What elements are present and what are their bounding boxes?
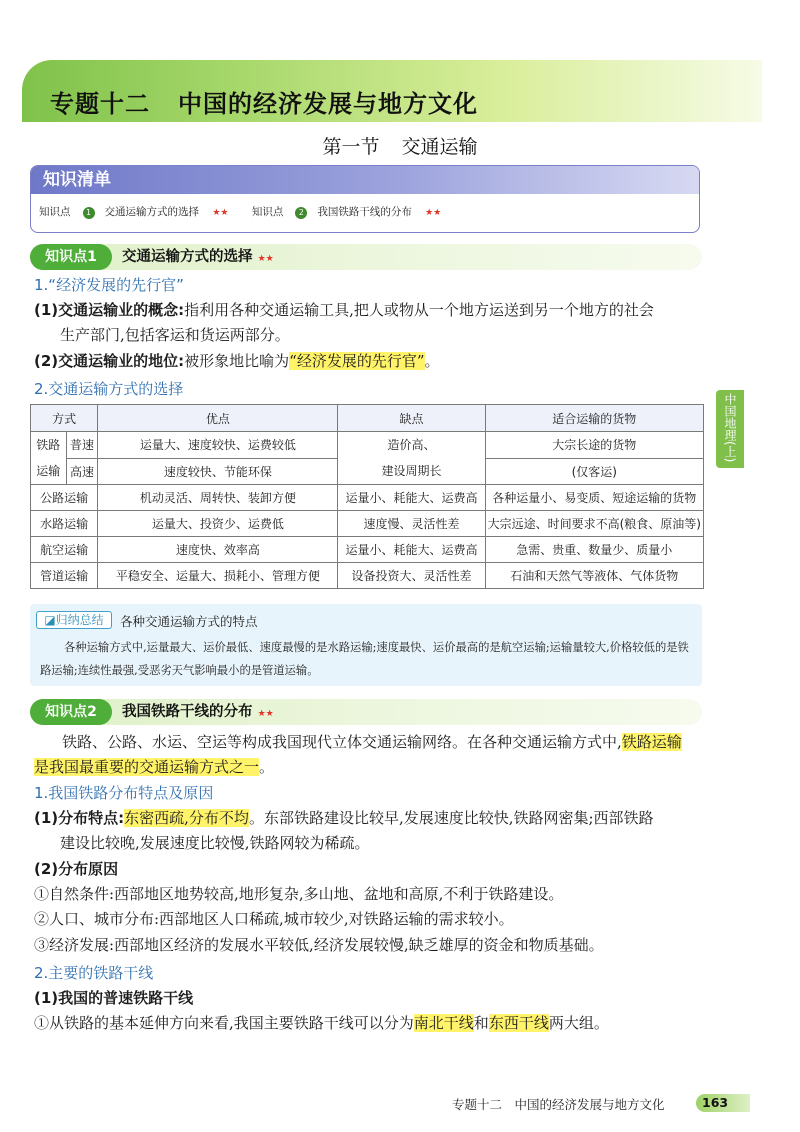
chapter-title <box>50 84 478 119</box>
summary-heading: 各种交通运输方式的特点 <box>120 614 258 629</box>
table-cell-subtype: 高速 <box>66 458 98 485</box>
table-cell-cons: 造价高、 建设周期长 <box>338 432 485 485</box>
highlighted-text: “经济发展的先行官” <box>289 352 425 370</box>
section-title <box>0 132 800 159</box>
knowledge-point-1-bar <box>30 244 702 270</box>
table-cell-goods: 各种运量小、易变质、短途运输的货物 <box>485 485 703 511</box>
table-cell-mode: 水路运输 <box>31 511 98 537</box>
subheading: 1.“经济发展的先行官” <box>34 276 184 294</box>
knowledge-point-tag: 知识点1 <box>30 244 112 270</box>
summary-tag: ◪归纳总结 <box>36 611 112 629</box>
number-badge: 2 <box>295 207 307 219</box>
knowledge-list-heading: 知识清单 <box>31 166 699 194</box>
reason-item: ①自然条件:西部地区地势较高,地形复杂,多山地、盆地和高原,不利于铁路建设。 <box>34 885 564 903</box>
table-cell-subtype: 普速 <box>66 432 98 459</box>
table-cell-goods: 大宗远途、时间要求不高(粮食、原油等) <box>485 511 703 537</box>
table-cell-mode: 公路运输 <box>31 485 98 511</box>
table-cell-cons: 运量小、耗能大、运费高 <box>338 537 485 563</box>
paragraph-continued: 生产部门,包括客运和货运两部分。 <box>60 326 290 344</box>
table-cell-goods: 石油和天然气等液体、气体货物 <box>485 563 703 589</box>
star-icon: ★★ <box>257 254 274 264</box>
table-row <box>31 537 704 563</box>
summary-text: 各种运输方式中,运量最大、运价最低、速度最慢的是水路运输;速度最快、运价最高的是航空运输;运输量较大,价格较低的是铁路运输;连续性最强,受恶劣天气影响最小的是管道运输。 <box>40 641 689 677</box>
paragraph: (2)交通运输业的地位:被形象地比喻为“经济发展的先行官”。 <box>34 352 440 370</box>
knowledge-list-item: 知识点 1 交通运输方式的选择 ★★ <box>39 206 229 218</box>
footer-text: 专题十二 中国的经济发展与地方文化 <box>452 1097 665 1112</box>
section-label: 第一节 <box>322 136 380 158</box>
table-cell-goods: 急需、贵重、数量少、质量小 <box>485 537 703 563</box>
highlighted-text: 铁路运输 <box>621 733 682 751</box>
subheading: 2.主要的铁路干线 <box>34 964 154 982</box>
table-cell-pros: 速度较快、节能环保 <box>98 458 338 485</box>
knowledge-list-box <box>30 165 700 233</box>
table-cell-pros: 速度快、效率高 <box>98 537 338 563</box>
highlighted-text: 东密西疏,分布不均 <box>124 809 249 827</box>
section-name: 交通运输 <box>401 136 478 158</box>
chapter-name: 中国的经济发展与地方文化 <box>178 90 478 118</box>
table-cell-pros: 平稳安全、运量大、损耗小、管理方便 <box>98 563 338 589</box>
highlighted-text: 东西干线 <box>488 1014 549 1032</box>
star-icon: ★★ <box>257 709 274 719</box>
reason-item: ②人口、城市分布:西部地区人口稀疏,城市较少,对铁路运输的需求较小。 <box>34 910 514 928</box>
paragraph-label: (2)分布原因 <box>34 860 119 878</box>
number-badge: 1 <box>83 207 95 219</box>
chapter-label: 专题十二 <box>50 90 150 118</box>
table-cell-pros: 机动灵活、周转快、装卸方便 <box>98 485 338 511</box>
paragraph: ①从铁路的基本延伸方向来看,我国主要铁路干线可以分为南北干线和东西干线两大组。 <box>34 1014 609 1032</box>
transport-modes-table <box>30 404 704 589</box>
table-header-cell: 方式 <box>31 405 98 432</box>
star-icon: ★★ <box>212 208 229 218</box>
table-header-cell: 优点 <box>98 405 338 432</box>
paragraph: (1)分布特点:东密西疏,分布不均。东部铁路建设比较早,发展速度比较快,铁路网密集;西部铁路 <box>34 809 654 827</box>
table-header-cell: 适合运输的货物 <box>485 405 703 432</box>
table-header-row <box>31 405 704 432</box>
table-cell-pros: 运量大、投资少、运费低 <box>98 511 338 537</box>
knowledge-point-title: 我国铁路干线的分布 ★★ <box>122 704 274 720</box>
table-row <box>31 432 704 459</box>
subheading: 1.我国铁路分布特点及原因 <box>34 784 214 802</box>
knowledge-list-items <box>31 194 699 229</box>
table-cell-goods: (仅客运) <box>485 458 703 485</box>
knowledge-point-title: 交通运输方式的选择 ★★ <box>122 249 274 265</box>
table-cell-cons: 运量小、耗能大、运费高 <box>338 485 485 511</box>
table-cell-mode: 管道运输 <box>31 563 98 589</box>
star-icon: ★★ <box>425 208 442 218</box>
knowledge-list-item: 知识点 2 我国铁路干线的分布 ★★ <box>251 206 442 218</box>
table-row <box>31 485 704 511</box>
table-row <box>31 563 704 589</box>
paragraph: 铁路、公路、水运、空运等构成我国现代立体交通运输网络。在各种交通运输方式中,铁路运输 <box>62 733 682 751</box>
subheading: 2.交通运输方式的选择 <box>34 380 184 398</box>
paragraph-continued: 建设比较晚,发展速度比较慢,铁路网较为稀疏。 <box>60 834 370 852</box>
knowledge-point-tag: 知识点2 <box>30 699 112 725</box>
table-cell-mode: 航空运输 <box>31 537 98 563</box>
table-cell-cons: 设备投资大、灵活性差 <box>338 563 485 589</box>
table-row <box>31 511 704 537</box>
side-tab <box>716 390 744 468</box>
table-cell-cons: 速度慢、灵活性差 <box>338 511 485 537</box>
summary-icon: ◪ <box>44 613 56 627</box>
highlighted-text: 是我国最重要的交通运输方式之一 <box>34 758 260 776</box>
knowledge-point-2-bar <box>30 699 702 725</box>
paragraph-continued: 是我国最重要的交通运输方式之一。 <box>34 758 275 776</box>
table-cell-goods: 大宗长途的货物 <box>485 432 703 459</box>
reason-item: ③经济发展:西部地区经济的发展水平较低,经济发展较慢,缺乏雄厚的资金和物质基础。 <box>34 936 604 954</box>
table-cell-pros: 运量大、速度较快、运费较低 <box>98 432 338 459</box>
summary-box <box>30 604 702 686</box>
paragraph-label: (1)我国的普速铁路干线 <box>34 989 194 1007</box>
paragraph: (1)交通运输业的概念:指利用各种交通运输工具,把人或物从一个地方运送到另一个地方的社会 <box>34 301 654 319</box>
highlighted-text: 南北干线 <box>413 1014 474 1032</box>
page-number: 163 <box>702 1095 729 1110</box>
table-cell-mode: 铁路 运输 <box>31 432 67 485</box>
table-header-cell: 缺点 <box>338 405 485 432</box>
side-tab-label: 中国地理(上) <box>723 393 737 463</box>
